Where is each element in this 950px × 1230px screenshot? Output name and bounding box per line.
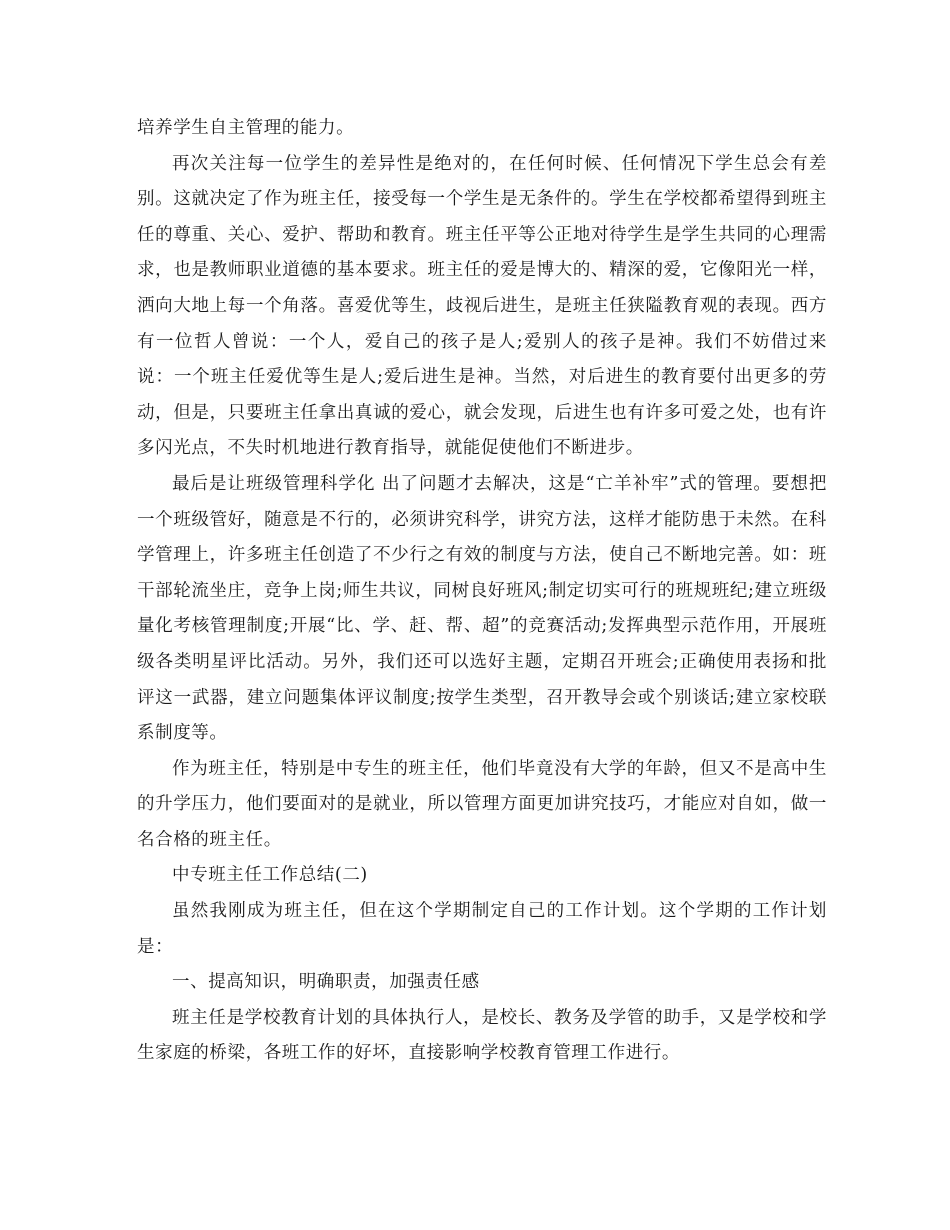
paragraph-3: 最后是让班级管理科学化 出了问题才去解决，这是“亡羊补牢”式的管理。要想把一个班级管好，随意是不行的，必须讲究科学，讲究方法，这样才能防患于未然。在科学管理上，许多班主任创造了不少行之有效的制度与方法，使自己不断地完善。如：班干部轮流坐庄，竞争上岗;师生共议，同树良好班风;制定切实可行的班规班纪;建立班级量化考核管理制度;开展“比、学、赶、帮、超”的竞赛活动;发挥典型示范作用，开展班级各类明星评比活动。另外，我们还可以选好主题，定期召开班会;正确使用表扬和批评这一武器，建立问题集体评议制度;按学生类型，召开教导会或个别谈话;建立家校联系制度等。 <box>137 473 827 744</box>
subheading: 一、提高知识，明确职责，加强责任感 <box>172 972 480 993</box>
paragraph-2: 再次关注每一位学生的差异性是绝对的，在任何时候、任何情况下学生总会有差别。这就决定了作为班主任，接受每一个学生是无条件的。学生在学校都希望得到班主任的尊重、关心、爱护、帮助和教育。班主任平等公正地对待学生是学生共同的心理需求，也是教师职业道德的基本要求。班主任的爱是博大的、精深的爱，它像阳光一样，洒向大地上每一个角落。喜爱优等生，歧视后进生，是班主任狭隘教育观的表现。西方有一位哲人曾说：一个人，爱自己的孩子是人;爱别人的孩子是神。我们不妨借过来说：一个班主任爱优等生是人;爱后进生是神。当然，对后进生的教育要付出更多的劳动，但是，只要班主任拿出真诚的爱心，就会发现，后进生也有许多可爱之处，也有许多闪光点，不失时机地进行教育指导，就能促使他们不断进步。 <box>137 153 827 459</box>
paragraph-4: 作为班主任，特别是中专生的班主任，他们毕竟没有大学的年龄，但又不是高中生的升学压力，他们要面对的是就业，所以管理方面更加讲究技巧，才能应对自如，做一名合格的班主任。 <box>137 758 827 850</box>
section-heading: 中专班主任工作总结(二) <box>172 865 368 886</box>
paragraph-1: 培养学生自主管理的能力。 <box>137 118 355 138</box>
paragraph-5: 虽然我刚成为班主任，但在这个学期制定自己的工作计划。这个学期的工作计划是： <box>137 901 827 957</box>
paragraph-6: 班主任是学校教育计划的具体执行人，是校长、教务及学管的助手，又是学校和学生家庭的桥梁，各班工作的好坏，直接影响学校教育管理工作进行。 <box>137 1007 827 1064</box>
document-body <box>137 111 827 1072</box>
